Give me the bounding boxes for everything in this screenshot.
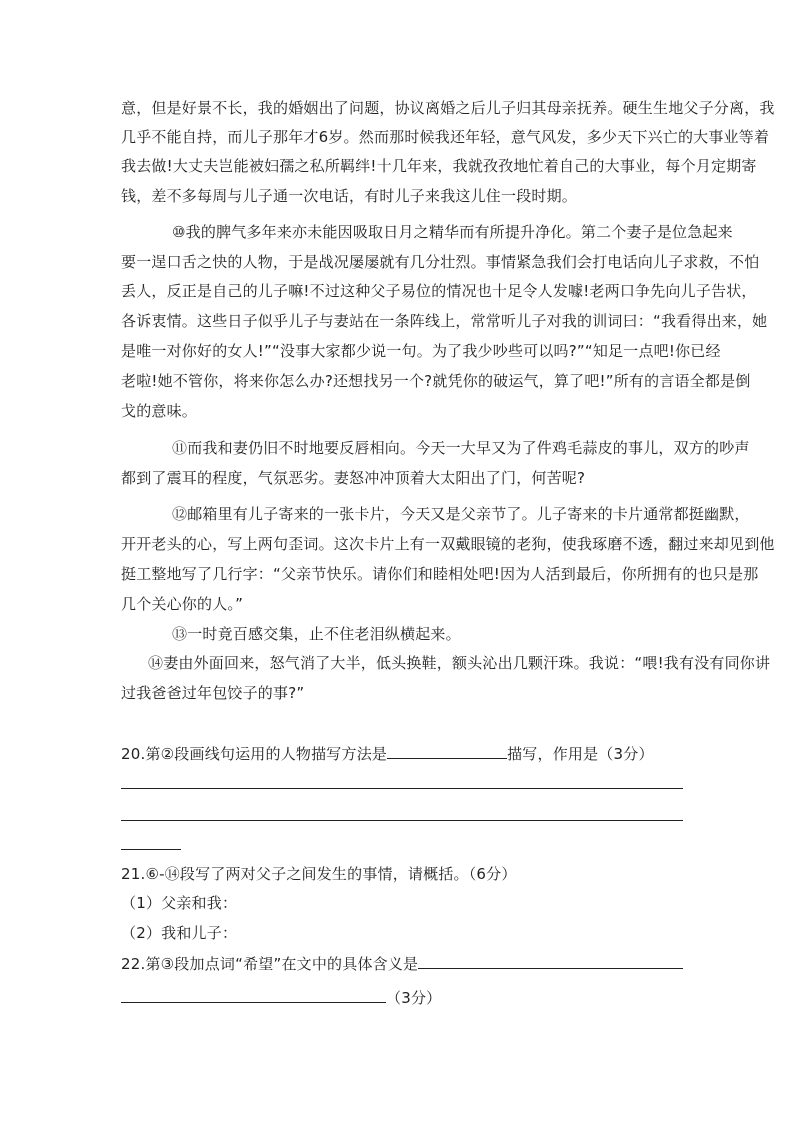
passage-line: 过我爸爸过年包饺子的事?” (121, 684, 305, 702)
passage-line: 几乎不能自持，而儿子那年才6岁。然而那时候我还年轻，意气风发，多少天下兴亡的大事业等着 (121, 128, 770, 146)
passage-line: ⑩我的脾气多年来亦未能因吸取日月之精华而有所提升净化。第二个妻子是位急起来 (172, 223, 733, 241)
passage-line: 我去做!大丈夫岂能被妇孺之私所羁绊!十几年来，我就孜孜地忙着自己的大事业，每个月定期寄 (121, 157, 757, 175)
passage-line: 要一逞口舌之快的人物，于是战况屡屡就有几分壮烈。事情紧急我们会打电话向儿子求救，不怕 (121, 253, 760, 271)
passage-line: 开开老头的心，写上两句歪词。这次卡片上有一双戴眼镜的老狗，使我琢磨不透，翻过来却见到他 (121, 535, 775, 553)
passage-line: ⑫邮箱里有儿子寄来的一张卡片，今天又是父亲节了。儿子寄来的卡片通常都挺幽默， (172, 505, 750, 523)
question-22-score: （3分） (386, 989, 442, 1007)
passage-line: 钱，差不多每周与儿子通一次电话，有时儿子来我这儿住一段时期。 (121, 187, 578, 205)
answer-line[interactable] (121, 849, 181, 850)
question-20-text: 20.第②段画线句运用的人物描写方法是 (121, 745, 388, 763)
passage-line: 挺工整地写了几行字：“父亲节快乐。请你们和睦相处吧!因为人活到最后，你所拥有的也只是那 (121, 565, 759, 583)
answer-blank[interactable] (418, 952, 683, 969)
question-20 (121, 742, 654, 764)
passage-line: 都到了震耳的程度，气氛恶劣。妻怒冲冲顶着大太阳出了门，何苦呢? (121, 469, 586, 487)
answer-blank[interactable] (121, 986, 386, 1003)
passage-line: ⑪而我和妻仍旧不时地要反唇相向。今天一大早又为了件鸡毛蒜皮的事儿，双方的吵声 (172, 439, 750, 457)
passage-line: 戈的意味。 (121, 402, 198, 420)
passage-line: 丢人，反正是自己的儿子嘛!不过这种父子易位的情况也十足令人发噱!老两口争先向儿子告状， (121, 282, 757, 300)
passage-line: 是唯一对你好的女人!”“没事大家都少说一句。为了我少吵些可以吗?”“知足一点吧!你已经 (121, 342, 721, 360)
passage-line: ⑬一时竟百感交集，止不住老泪纵横起来。 (172, 625, 461, 643)
question-21: 21.⑥-⑭段写了两对父子之间发生的事情，请概括。（6分） (121, 865, 517, 883)
question-22-text: 22.第③段加点词“希望”在文中的具体含义是 (121, 955, 419, 973)
question-21-part-1: （1）父亲和我： (121, 894, 238, 912)
answer-line[interactable] (121, 820, 683, 821)
passage-line: 老啦!她不管你，将来你怎么办?还想找另一个?就凭你的破运气，算了吧!”所有的言语全都是倒 (121, 372, 751, 390)
answer-line[interactable] (121, 788, 683, 789)
passage-line: 几个关心你的人。” (121, 595, 244, 613)
passage-line: ⑭妻由外面回来，怒气消了大半，低头换鞋，额头沁出几颗汗珠。我说：“喂!我有没有同你讲 (148, 654, 771, 672)
answer-blank[interactable] (387, 742, 507, 759)
question-22 (121, 952, 683, 974)
passage-line: 各诉衷情。这些日子似乎儿子与妻站在一条阵线上，常常听儿子对我的训词曰：“我看得出来，她 (121, 312, 768, 330)
question-20-suffix: 描写，作用是（3分） (507, 745, 654, 763)
question-21-part-2: （2）我和儿子： (121, 924, 238, 942)
question-22-continued (121, 986, 441, 1008)
passage-line: 意，但是好景不长，我的婚姻出了问题，协议离婚之后儿子归其母亲抚养。硬生生地父子分离，我 (121, 99, 775, 117)
